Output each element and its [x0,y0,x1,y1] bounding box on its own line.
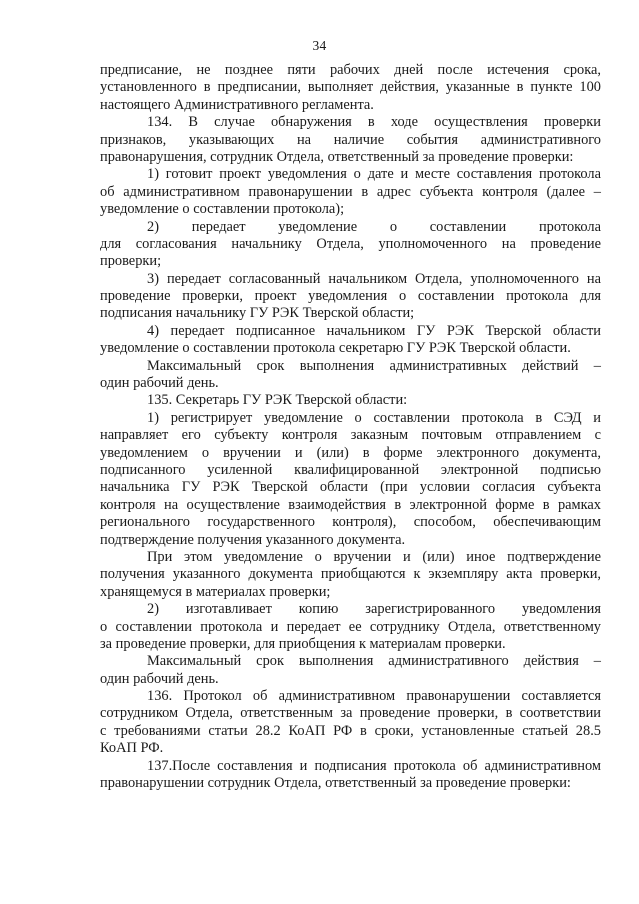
text-line: направляет его субъекту контроля заказным почтовым отправлением с [100,427,601,444]
text-line: подписания начальнику ГУ РЭК Тверской области; [100,305,415,322]
text-line: уведомлением о вручении и (или) в форме электронного документа, [100,444,601,461]
text-line: о составлении протокола и передает ее сотруднику Отдела, ответственному [100,618,601,635]
text-line: сотрудником Отдела, ответственным за проведение проверки, в соответствии [100,705,601,722]
text-line: уведомление о составлении протокола секретарю ГУ РЭК Тверской области. [100,340,571,357]
text-line: 136. Протокол об административном правонарушении составляется [147,688,601,705]
text-line: за проведение проверки, для приобщения к материалам проверки. [100,635,506,652]
text-line: уведомление о составлении протокола); [100,201,345,218]
text-line: 3) передает согласованный начальником Отдела, уполномоченного на [147,270,601,287]
text-line: КоАП РФ. [100,740,164,757]
text-line: правонарушении сотрудник Отдела, ответственный за проведение проверки: [100,775,571,792]
text-line: проведение проверки, проект уведомления о составлении протокола для [100,288,601,305]
text-line: хранящемуся в материалах проверки; [100,583,331,600]
text-line: При этом уведомление о вручении и (или) иное подтверждение [147,548,601,565]
text-line: подписанного усиленной квалифицированной электронной подписью [100,461,601,478]
text-line: 2) изготавливает копию зарегистрированного уведомления [147,601,601,618]
text-line: контроля на осуществление взаимодействия в электронной форме в рамках [100,496,601,513]
text-line: настоящего Административного регламента. [100,96,374,113]
text-line: 137.После составления и подписания протокола об административном [147,757,601,774]
text-line: 134. В случае обнаружения в ходе осуществления проверки [147,114,601,131]
text-line: 4) передает подписанное начальником ГУ РЭК Тверской области [147,322,601,339]
text-line: получения указанного документа приобщаются к экземпляру акта проверки, [100,566,601,583]
text-line: для согласования начальнику Отдела, уполномоченного на проведение [100,235,601,252]
text-line: один рабочий день. [100,670,219,687]
text-line: правонарушения, сотрудник Отдела, ответственный за проведение проверки: [100,148,574,165]
text-line: начальника ГУ РЭК Тверской области (при условии согласия субъекта [100,479,601,496]
text-line: подтверждение получения указанного документа. [100,531,406,548]
text-line: проверки; [100,253,162,270]
text-line: 1) готовит проект уведомления о дате и месте составления протокола [147,166,601,183]
text-line: 2) передает уведомление о составлении протокола [147,218,601,235]
text-line: 135. Секретарь ГУ РЭК Тверской области: [147,392,408,409]
text-line: установленного в предписании, выполняет действия, указанные в пункте 100 [100,79,601,96]
text-line: об административном правонарушении в адрес субъекта контроля (далее – [100,183,601,200]
text-line: 1) регистрирует уведомление о составлении протокола в СЭД и [147,409,601,426]
document-body [100,62,601,792]
text-line: регионального государственного контроля), способом, обеспечивающим [100,514,601,531]
text-line: Максимальный срок выполнения административного действия – [147,653,601,670]
page-number: 34 [312,38,327,53]
text-line: признаков, указывающих на наличие события административного [100,131,601,148]
text-line: Максимальный срок выполнения административных действий – [147,357,601,374]
text-line: предписание, не позднее пяти рабочих дней после истечения срока, [100,62,601,78]
text-line: с требованиями статьи 28.2 КоАП РФ в сроки, установленные статьей 28.5 [100,722,601,739]
text-line: один рабочий день. [100,375,219,392]
